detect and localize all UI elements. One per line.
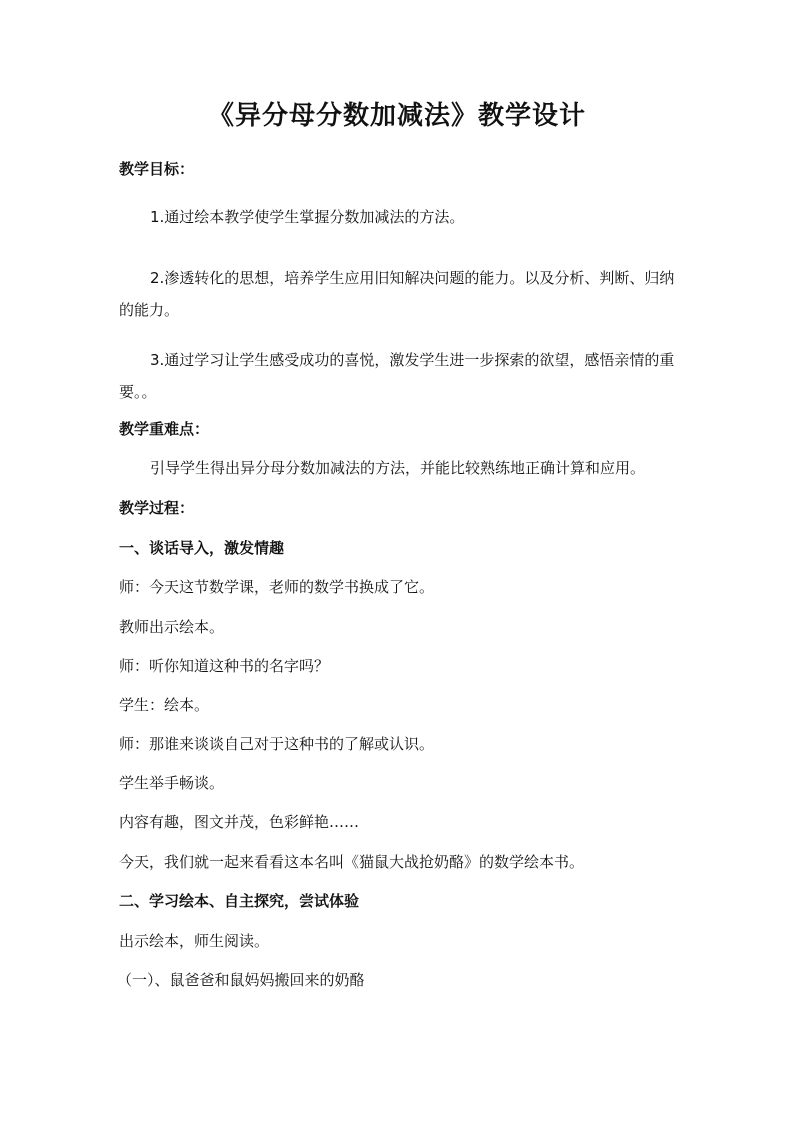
goal-item-2: 2.渗透转化的思想，培养学生应用旧知解决问题的能力。以及分析、判断、归纳的能力。 [119,269,675,319]
goal-item-3: 3.通过学习让学生感受成功的喜悦，激发学生进一步探索的欲望，感悟亲情的重要。。 [119,351,675,401]
section-2-heading: 二、学习绘本、自主探究，尝试体验 [119,892,360,910]
section-1-line: 师：听你知道这种书的名字吗？ [119,657,330,675]
section-2-line: 出示绘本，师生阅读。 [119,932,270,950]
section-1-line: 学生：绘本。 [119,696,210,714]
section-1-line: 今天，我们就一起来看看这本名叫《猫鼠大战抢奶酪》的数学绘本书。 [119,853,585,871]
section-1-line: 师：那谁来谈谈自己对于这种书的了解或认识。 [119,735,435,753]
process-heading: 教学过程： [119,499,195,517]
key-points-heading: 教学重难点： [119,420,210,438]
goal-item-1: 1.通过绘本教学使学生掌握分数加减法的方法。 [150,208,465,226]
key-points-text: 引导学生得出异分母分数加减法的方法，并能比较熟练地正确计算和应用。 [150,459,646,477]
subsection-1-heading: （一）、鼠爸爸和鼠妈妈搬回来的奶酪 [117,971,365,989]
document-title: 《异分母分数加减法》教学设计 [207,101,586,131]
section-1-line: 师：今天这节数学课，老师的数学书换成了它。 [119,578,435,596]
section-1-line: 教师出示绘本。 [119,618,225,636]
section-1-heading: 一、谈话导入，激发情趣 [119,539,285,557]
section-1-line: 内容有趣，图文并茂，色彩鲜艳…… [119,813,360,831]
goals-heading: 教学目标： [119,160,195,178]
section-1-line: 学生举手畅谈。 [119,774,225,792]
